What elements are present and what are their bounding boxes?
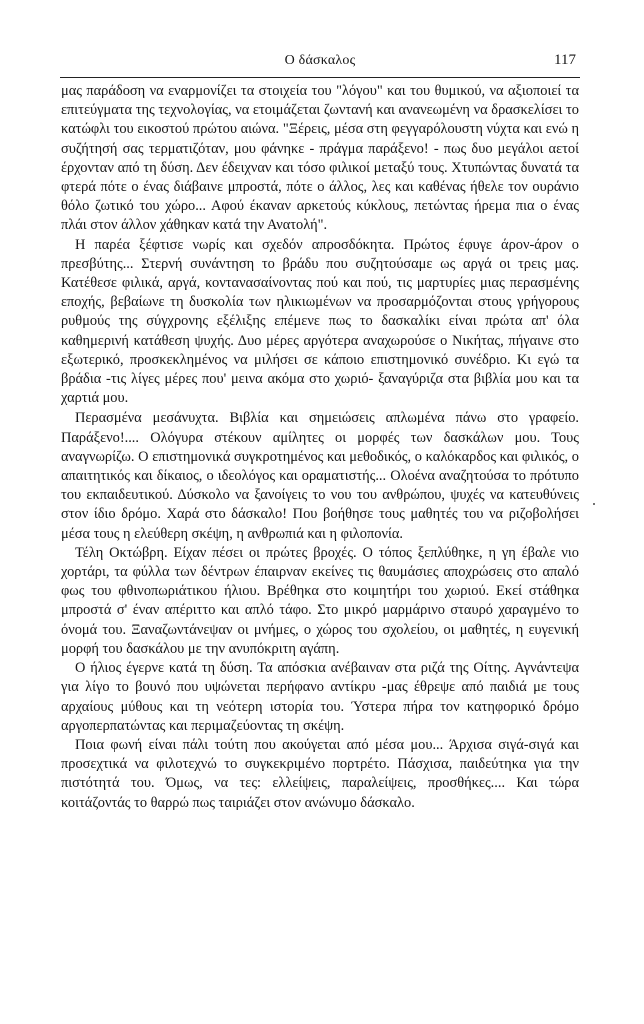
running-header [60, 53, 580, 78]
paragraph-1: μας παράδοση να εναρμονίζει τα στοιχεία του "λόγου" και του θυμικού, να αξιοποιεί τα επιτεύγματα της τεχνολογίας, να ετοιμάζεται ζωντανή και ανανεωμένη να δρασκελίσει το κατώφλι του εικοστού πρώτου αιώνα. "Ξέρεις, μέσα στη φεγγαρόλουστη νύχτα και ενώ η συζήτησή σας τερματιζόταν, μου φάνηκε - πράγμα παράξενο! - πως δυο μεγάλοι αετοί έρχονταν από τη δύση. Δεν έδειχναν και τόσο φιλικοί μεταξύ τους. Χτυπώντας δυνατά τα φτερά πότε ο ένας διάβαινε μπροστά, πότε ο άλλος, λες και καθένας ήθελε τον ουράνιο θόλο ζωτικό του χώρο... Αφού έκαναν αρκετούς κύκλους, πετώντας ήρεμα πια ο ένας πλάι στον άλλον χάθηκαν κατά την Ανατολή". [61, 83, 579, 234]
paragraph-3: Περασμένα μεσάνυχτα. Βιβλία και σημειώσεις απλωμένα πάνω στο γραφείο. Παράξενο!.... Ολόγυρα στέκουν αμίλητες οι μορφές των δασκάλων μου. Τους αναγνωρίζω. Ο επιστημονικά συγκροτημένος και μεθοδικός, ο καλόκαρδος και φιλικός, ο απαιτητικός και δίκαιος, ο ιδεολόγος και οραματιστής... Ολοένα αναζητούσα το πρότυπο του εκπαιδευτικού. Δύσκολο να ξανοίγεις το νου του ανθρώπου, ψυχές να κατευθύνεις στον ίδιο δρόμο. Χαρά στο δάσκαλο! Που βοήθησε τους μαθητές του να ριζοβολήσει μέσα τους η ελεύθερη σκέψη, η ανθρωπιά και η φιλοπονία. [61, 410, 579, 542]
paragraph-2: Η παρέα ξέφτισε νωρίς και σχεδόν απροσδόκητα. Πρώτος έφυγε άρον-άρον ο πρεσβύτης... Στερνή συνάντηση το βράδυ που συζητούσαμε ως αργά οι τρεις μας. Κατέθεσε φιλικά, αργά, κοντανασαίνοντας πού και πού, τις μαρτυρίες μιας περασμένης εποχής, βεβαίωνε τη δυσκολία των ηλικιωμένων να προσαρμόζονται στους γρήγορους ρυθμούς της σύγχρονης εξέλιξης επέμενε πως το δασκαλίκι είναι πρώτα απ' όλα καθημερινή κατάθεση ψυχής. Δυο μέρες αργότερα αναχωρούσε ο Νικήτας, πήγαινε στο εξωτερικό, προσκεκλημένος να μιλήσει σε κάποιο επιστημονικό συνέδριο. Κι εγώ τα βράδια -τις λίγες μέρες που' μεινα ακόμα στο χωριό- ξαναγύριζα στα βιβλία μου και τα χαρτιά μου. [61, 236, 579, 407]
paragraph-5: Ο ήλιος έγερνε κατά τη δύση. Τα απόσκια ανέβαιναν στα ριζά της Οίτης. Αγνάντεψα για λίγο το βουνό που υψώνεται περήφανο αντίκρυ -μας έθρεψε από παιδιά με τους αρχαίους μύθους και τη νεότερη ιστορία του. Ύστερα πήρα τον κατηφορικό δρόμο αργοπερπατώντας και περιμαζεύοντας τη σκέψη. [61, 660, 579, 734]
margin-speck [593, 503, 595, 505]
running-title: Ο δάσκαλος [284, 53, 356, 68]
paragraph-6: Ποια φωνή είναι πάλι τούτη που ακούγεται από μέσα μου... Άρχισα σιγά-σιγά και προσεχτικά να φιλοτεχνώ το συγκεκριμένο πορτρέτο. Πάσχισα, παιδεύτηκα για την πιστότητά του. Όμως, να τες: ελλείψεις, παραλείψεις, προσθήκες.... Και τώρα κοιτάζοντάς το θαρρώ πως ταιριάζει στον ανώνυμο δάσκαλο. [61, 736, 579, 811]
page-number: 117 [554, 52, 576, 68]
body-text [61, 82, 579, 813]
paragraph-4: Τέλη Οκτώβρη. Είχαν πέσει οι πρώτες βροχές. Ο τόπος ξεπλύθηκε, η γη έβαλε νιο χορτάρι, τα φύλλα των δέντρων έπαιρναν εκείνες τις θαυμάσιες αποχρώσεις στο απαλό φως του φθινοπωριάτικου ήλιου. Βρέθηκα στο κοιμητήρι του χωριού. Εκεί στάθηκα μπροστά σ' έναν απέριττο και απλό τάφο. Στο μικρό μαρμάρινο σταυρό χαραγμένο το όνομά του. Ξαναζωντάνεψαν οι μνήμες, ο χώρος του σχολείου, οι μαθητές, η ευγενική μορφή του δασκάλου με την ανυπόκριτη αγάπη. [61, 544, 579, 657]
